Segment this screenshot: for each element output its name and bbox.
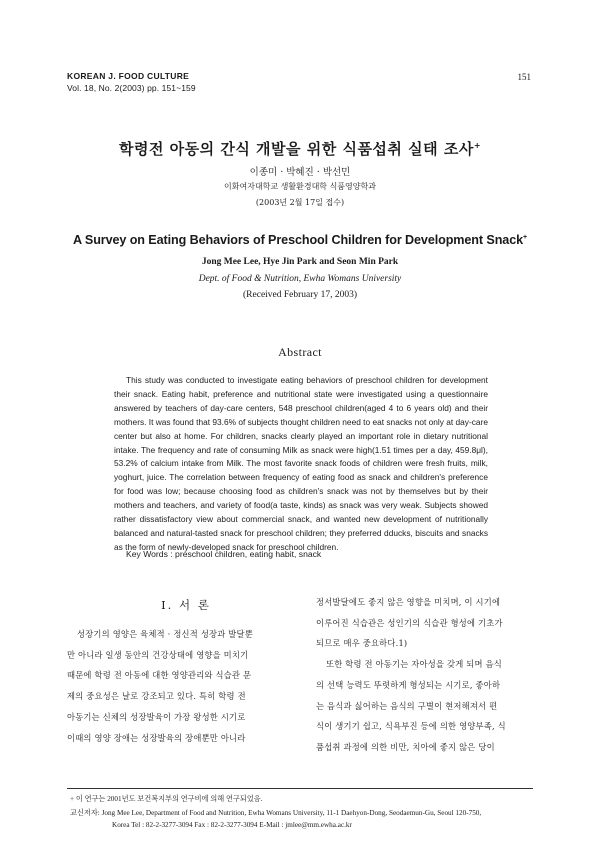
body-line: 의 선택 능력도 뚜렷하게 형성되는 시기로, 좋아하 <box>316 679 501 690</box>
body-line: 는 음식과 싫어하는 음식의 구별이 현저해져서 편 <box>316 700 498 711</box>
body-line: 또한 학령 전 아동기는 자아성을 갖게 되며 음식 <box>326 659 502 670</box>
section-heading-introduction: I. 서 론 <box>161 598 211 612</box>
footnote-contact: Korea Tel : 82-2-3277-3094 Fax : 82-2-3277-3094 E-Mail : jmlee@mm.ewha.ac.kr <box>112 821 352 829</box>
footnote-divider <box>67 788 533 789</box>
body-line: 때문에 학령 전 아동에 대한 영양관리와 식습관 문 <box>67 670 252 681</box>
journal-name: KOREAN J. FOOD CULTURE <box>67 71 190 81</box>
english-title-text: A Survey on Eating Behaviors of Preschool Children for Development Snack <box>72 233 523 247</box>
body-line: 품섭취 과정에 의한 비만, 치아에 좋지 않은 당이 <box>316 741 495 752</box>
korean-authors: 이종미 · 박혜진 · 박선민 <box>249 167 351 178</box>
korean-title-mark: + <box>473 141 482 150</box>
journal-volume: Vol. 18, No. 2(2003) pp. 151~159 <box>67 83 196 93</box>
body-line: 만 아니라 일생 동안의 건강상태에 영향을 미치기 <box>67 649 249 660</box>
body-column-right <box>316 592 550 758</box>
korean-affiliation: 이화여자대학교 생활환경대학 식품영양학과 <box>224 182 376 191</box>
english-title-mark: + <box>523 233 527 241</box>
body-line: 되므로 매우 중요하다.1) <box>316 638 408 649</box>
journal-header <box>67 70 196 94</box>
page-number: 151 <box>517 72 531 82</box>
keywords-label: Key Words : <box>126 549 173 559</box>
korean-title <box>0 138 600 159</box>
body-line: 정서발달에도 좋지 않은 영향을 미치며, 이 시기에 <box>316 597 501 607</box>
body-column-left <box>67 624 305 748</box>
body-line: 이루어진 식습관은 성인기의 식습관 형성에 기초가 <box>316 617 503 628</box>
body-line: 식이 생기기 쉽고, 식욕부진 등에 의한 영양부족, 식 <box>316 721 506 732</box>
english-title <box>0 233 600 247</box>
korean-received-date: (2003년 2월 17일 접수) <box>255 198 345 207</box>
footnote-correspondence: 교신저자: Jong Mee Lee, Department of Food and Nutrition, Ewha Womans University, 11-1 Daehyon-Dong, Seodaemun-Gu, Seoul 120-750, <box>70 809 482 817</box>
body-line: 성장기의 영양은 육체적 · 정신적 성장과 발달뿐 <box>77 629 253 639</box>
body-line: 이때의 영양 장애는 성장발육의 장애뿐만 아니라 <box>67 732 246 743</box>
keywords-list: preschool children, eating habit, snack <box>175 549 322 559</box>
body-line: 아동기는 신체의 성장발육이 가장 왕성한 시기로 <box>67 711 246 722</box>
korean-title-text: 학령전 아동의 간식 개발을 위한 식품섭취 실태 조사 <box>118 140 474 158</box>
english-authors: Jong Mee Lee, Hye Jin Park and Seon Min Park <box>201 257 399 267</box>
abstract-heading: Abstract <box>278 345 322 359</box>
body-line: 제의 중요성은 날로 강조되고 있다. 특히 학령 전 <box>67 691 246 702</box>
english-received-date: (Received February 17, 2003) <box>243 290 357 300</box>
footnote-funding: + 이 연구는 2001년도 보건복지부의 연구비에 의해 연구되었음. <box>70 795 263 803</box>
abstract-text: This study was conducted to investigate eating behaviors of preschool children for development their snack. Eating habit, preference and nutritional state were investigated using a questionnaire answered by teachers of day-care centers, 548 preschool children(aged 4 to 6 years old) and their mothers. It was found that 93.6% of subjects thought children need to eat snacks not only at day-care center but also at home. For children, snacks clearly played an important role in dietary nutritional intake. The frequency and rate of consuming Milk as snack were high(1.51 times per a day, 459.8μl), 53.2% of calcium intake from Milk. The most favorite snack foods of children were fresh fruits, milk, yoghurt, juice. The correlation between frequency of eating food as snack and children's preference for food was low; because choosing food as children's snack was not by themselves but by their mothers and teachers, and variety of food(a taste, kinds) as snack was very weak. Subjects showed rather dissatisfactory view about commercial snack, and wanted new development of nutritionally balanced and natural-tasted snack for preschool children; they preferred dducks, biscuits and snacks as the form of newly-developed snack for preschool children. <box>114 375 488 552</box>
english-affiliation: Dept. of Food & Nutrition, Ewha Womans University <box>198 274 402 284</box>
keywords <box>126 549 321 559</box>
